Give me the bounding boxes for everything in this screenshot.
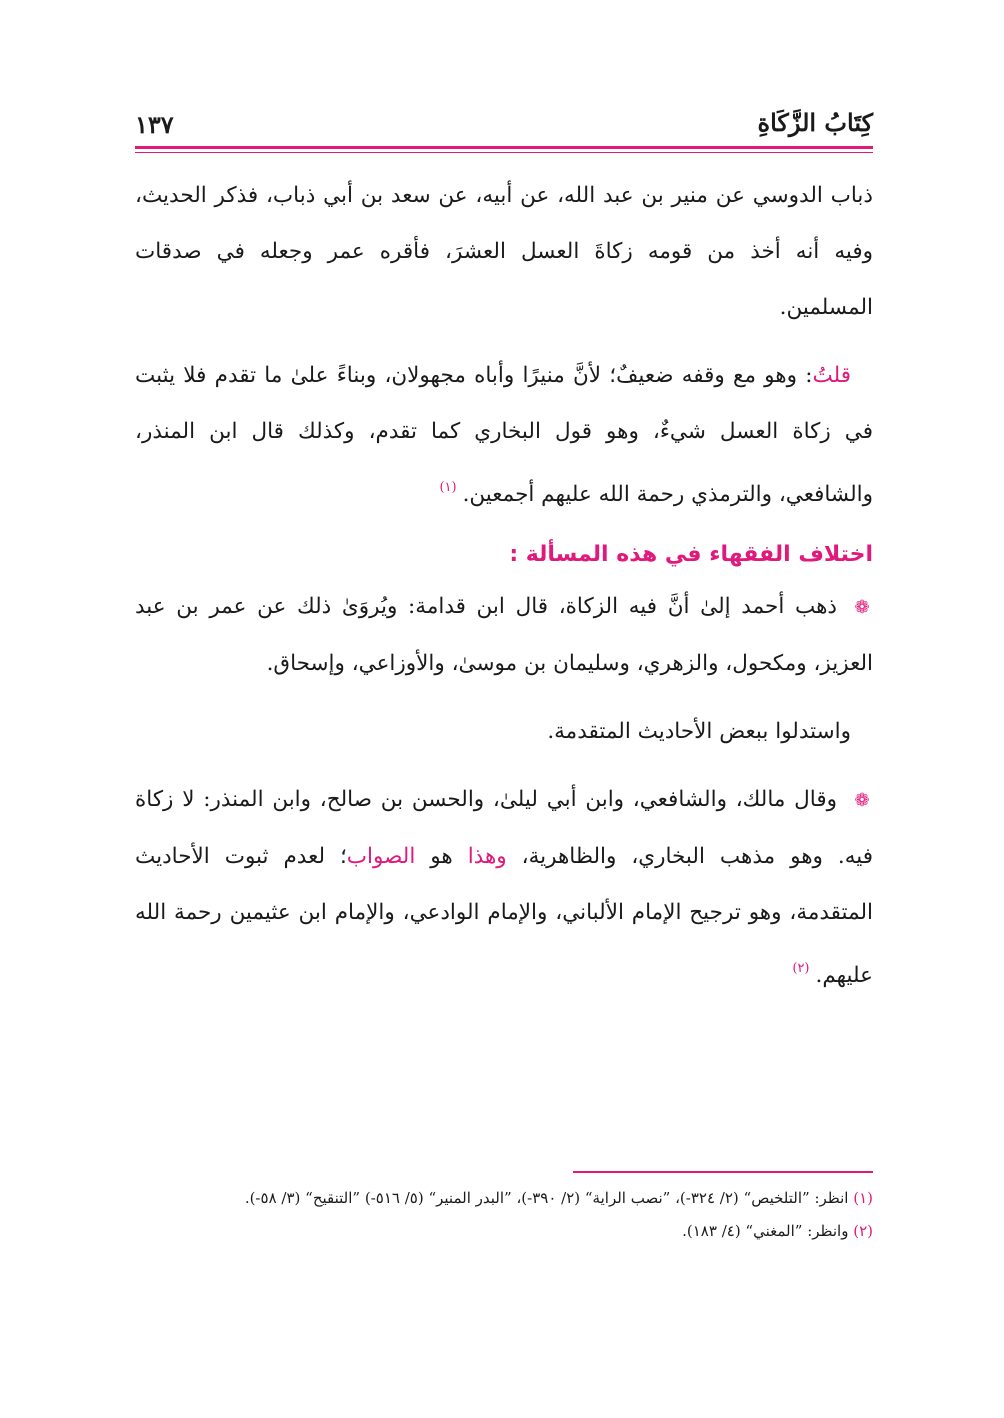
paragraph-author-comment xyxy=(135,348,873,523)
qultu-label: قلتُ xyxy=(812,363,851,388)
opinion-malik-text-c: ؛ لعدم ثبوت الأحاديث المتقدمة، وهو ترجيح الإمام الألباني، والإمام الوادعي، والإمام ابن عثيمين رحمة الله عليهم. xyxy=(135,844,873,988)
section-heading: اختلاف الفقهاء في هذه المسألة : xyxy=(509,542,873,567)
chapter-title: كِتَابُ الزَّكَاةِ xyxy=(757,108,873,137)
page-number: ١٣٧ xyxy=(135,110,174,139)
paragraph-hadith-continuation: ذباب الدوسي عن منير بن عبد الله، عن أبيه، عن سعد بن أبي ذباب، فذكر الحديث، وفيه أنه أخذ من قومه زكاةَ العسل العشرَ، فأقره عمر وجعله في صدقات المسلمين. xyxy=(135,183,873,320)
flower-bullet-icon: ❁ xyxy=(854,597,870,618)
paragraph-evidence: واستدلوا ببعض الأحاديث المتقدمة. xyxy=(547,719,851,744)
footnote-2-number: (٢) xyxy=(853,1222,873,1240)
paragraph-opinion-malik xyxy=(135,772,873,1004)
header-rule-thin xyxy=(135,152,873,153)
page-header xyxy=(135,108,873,148)
footnote-ref-2[interactable]: (٢) xyxy=(792,961,810,976)
footnote-1-number: (١) xyxy=(853,1189,873,1207)
footnote-2 xyxy=(135,1215,873,1248)
main-text xyxy=(135,168,873,1004)
footnotes xyxy=(135,1182,873,1248)
header-rule-thick xyxy=(135,146,873,149)
emphasis-hadha: وهذا xyxy=(467,844,507,869)
footnote-1 xyxy=(135,1182,873,1215)
footnote-separator xyxy=(573,1171,873,1173)
opinion-ahmad-text: ذهب أحمد إلىٰ أنَّ فيه الزكاة، قال ابن قدامة: ويُروَىٰ ذلك عن عمر بن عبد العزيز، ومكحول، والزهري، وسليمان بن موسىٰ، والأوزاعي، وإسحاق. xyxy=(135,594,873,676)
comment-text: : وهو مع وقفه ضعيفٌ؛ لأنَّ منيرًا وأباه مجهولان، وبناءً علىٰ ما تقدم فلا يثبت في زكاة العسل شيءٌ، وهو قول البخاري كما تقدم، وكذلك قال ابن المنذر، والشافعي، والترمذي رحمة الله عليهم أجمعين. xyxy=(135,363,873,507)
footnote-ref-1[interactable]: (١) xyxy=(439,480,457,495)
paragraph-opinion-ahmad xyxy=(135,579,873,692)
footnote-1-text: انظر: ”التلخيص“ (٢/ ٣٢٤-)، ”نصب الراية“ (٢/ ٣٩٠-)، ”البدر المنير“ (٥/ ٥١٦-) ”التنقيح“ (٣/ ٥٨-). xyxy=(244,1189,849,1207)
opinion-malik-text-b: هو xyxy=(430,844,453,869)
footnote-2-text: وانظر: ”المغني“ (٤/ ١٨٣). xyxy=(682,1222,849,1240)
emphasis-sawab: الصواب xyxy=(346,844,416,869)
opinion-malik-text-a: وقال مالك، والشافعي، وابن أبي ليلىٰ، والحسن بن صالح، وابن المنذر: لا زكاة فيه. وهو مذهب البخاري، والظاهرية، xyxy=(135,787,874,869)
flower-bullet-icon: ❁ xyxy=(854,790,870,811)
